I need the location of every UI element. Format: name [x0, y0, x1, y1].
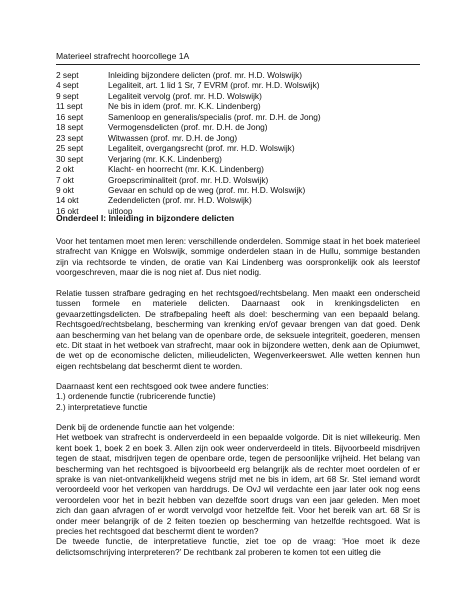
schedule-row: [56, 80, 420, 90]
paragraph-text: Denk bij de ordenende functie aan het volgende:: [56, 422, 235, 432]
schedule-date: 30 sept: [56, 153, 84, 164]
paragraph-ordenende-functie: [56, 422, 420, 557]
schedule-date: 4 sept: [56, 80, 79, 91]
page-header: Materieel strafrecht hoorcollege 1A: [56, 51, 190, 61]
schedule-date: 9 sept: [56, 90, 79, 101]
schedule-topic: Verjaring (mr. K.K. Lindenberg): [108, 153, 222, 164]
schedule-topic: Gevaar en schuld op de weg (prof. mr. H.D. Wolswijk): [108, 184, 306, 195]
schedule-date: 16 okt: [56, 205, 79, 216]
schedule-date: 9 okt: [56, 184, 74, 195]
schedule-date: 2 sept: [56, 70, 79, 80]
schedule-row: [56, 91, 420, 101]
schedule-row: [56, 133, 420, 143]
schedule-topic: Groepscriminaliteit (prof. mr. H.D. Wolswijk): [108, 174, 269, 185]
schedule-date: 16 sept: [56, 111, 84, 122]
schedule-topic: Legaliteit, overgangsrecht (prof. mr. H.D. Wolswijk): [108, 143, 295, 154]
schedule-row: [56, 164, 420, 174]
section-heading: Onderdeel I: Inleiding in bijzondere delicten: [56, 213, 235, 223]
schedule-topic: Vermogensdelicten (prof. mr. D.H. de Jong): [108, 122, 268, 133]
paragraph-text: Het wetboek van strafrecht is onderverdeeld in een bepaalde volgorde. Dit is niet willekeurig. Men kent boek 1, boek 2 en boek 3. Allen zijn ook weer onderverdeeld in titels. Bijvoorbeeld misdrijven tegen de staat, misdrijven tegen de openbare orde, tegen de persoonlijke vrijheid. Het belang van bescherming van het rechtsgoed is bijvoorbeeld erg belangrijk als de rechter moet oordelen of er sprake is van niet-ontvankelijkheid wegens strijd met ne bis in idem, art 68 Sr. Stel iemand wordt veroordeeld voor het verkopen van harddrugs. De OvJ wil verdachte een jaar later ook nog eens veroordelen voor het in bezit hebben van dezelfde soort drugs van een jaar geleden. Men moet zich dan gaan afvragen of er wordt vervolgd voor hetzelfde feit. Voor het bereik van art. 68 Sr is onder meer belangrijk of de 2 feiten toezien op bescherming van hetzelfde rechtsgoed. Wat is precies het rechtsgoed dat beschermt dient te worden?: [56, 432, 420, 537]
schedule-row: [56, 185, 420, 195]
schedule-topic: uitloop: [108, 205, 133, 216]
schedule-date: 14 okt: [56, 195, 79, 206]
schedule-row: [56, 143, 420, 153]
schedule-row: [56, 154, 420, 164]
paragraph-rechtsgoed: [56, 288, 420, 371]
schedule-row: [56, 122, 420, 132]
schedule-topic: Witwassen (prof. mr. D.H. de Jong): [108, 132, 238, 143]
paragraph-text: De tweede functie, de interpretatieve functie, ziet toe op de vraag: ‘Hoe moet ik deze delictsomschrijving interpreteren?’ De rechtbank zal proberen te komen tot een uitleg die: [56, 536, 420, 557]
header-divider: [56, 64, 420, 65]
schedule-row: [56, 195, 420, 205]
paragraph-intro: [56, 236, 420, 278]
schedule-topic: Legaliteit, art. 1 lid 1 Sr, 7 EVRM (prof. mr. H.D. Wolswijk): [108, 80, 320, 91]
schedule-topic: Samenloop en generalis/specialis (prof. mr. D.H. de Jong): [108, 111, 321, 122]
paragraph-functions: [56, 381, 420, 412]
schedule-date: 7 okt: [56, 174, 74, 185]
schedule-row: [56, 112, 420, 122]
lecture-schedule: [56, 70, 420, 216]
paragraph-text: Relatie tussen strafbare gedraging en het rechtsgoed/rechtsbelang. Men maakt een onderscheid tussen formele en materiele delicten. Daarnaast ook in krenkingsdelicten en gevaarzettingsdelicten. De strafbepaling heeft als doel: bescherming van een bepaald belang. Rechtsgoed/rechtsbelang, bescherming van krenking en/of gevaar brengen van dat goed. Denk aan bescherming van het belang van de openbare orde, de seksuele integriteit, goederen, mensen etc. Dit staat in het wetboek van strafrecht, maar ook in bijzondere wetten, denk aan de Opiumwet, de wet op de economische delicten, milieudelicten, Wegenverkeerswet. Alle wetten kennen hun eigen rechtsbelang dat beschermt dient te worden.: [56, 288, 420, 371]
schedule-topic: Zedendelicten (prof. mr. H.D. Wolswijk): [108, 195, 252, 206]
paragraph-text: Voor het tentamen moet men leren: verschillende onderdelen. Sommige staat in het boek materieel strafrecht van Knigge en Wolswijk, sommige onderdelen staan in de Hullu, sommige bestanden zijn via rechtsorde te vinden, de oratie van Kai Lindenberg was oorspronkelijk ook als leerstof voorgeschreven, maar die is nog niet af. Dus niet nodig.: [56, 236, 420, 278]
schedule-date: 18 sept: [56, 122, 84, 133]
schedule-date: 11 sept: [56, 101, 83, 112]
schedule-date: 23 sept: [56, 132, 84, 143]
paragraph-text: Daarnaast kent een rechtsgoed ook twee andere functies:: [56, 381, 269, 391]
schedule-topic: Inleiding bijzondere delicten (prof. mr. H.D. Wolswijk): [108, 70, 302, 80]
schedule-row: [56, 175, 420, 185]
list-item: 2.) interpretatieve functie: [56, 401, 148, 412]
schedule-topic: Legaliteit vervolg (prof. mr. H.D. Wolswijk): [108, 90, 262, 101]
schedule-date: 2 okt: [56, 164, 74, 175]
schedule-row: [56, 101, 420, 111]
schedule-topic: Klacht- en hoorrecht (mr. K.K. Lindenberg): [108, 164, 264, 175]
schedule-date: 25 sept: [56, 143, 84, 154]
list-item: 1.) ordenende functie (rubricerende functie): [56, 391, 216, 402]
schedule-row: [56, 70, 420, 80]
schedule-topic: Ne bis in idem (prof. mr. K.K. Lindenberg): [108, 101, 261, 112]
